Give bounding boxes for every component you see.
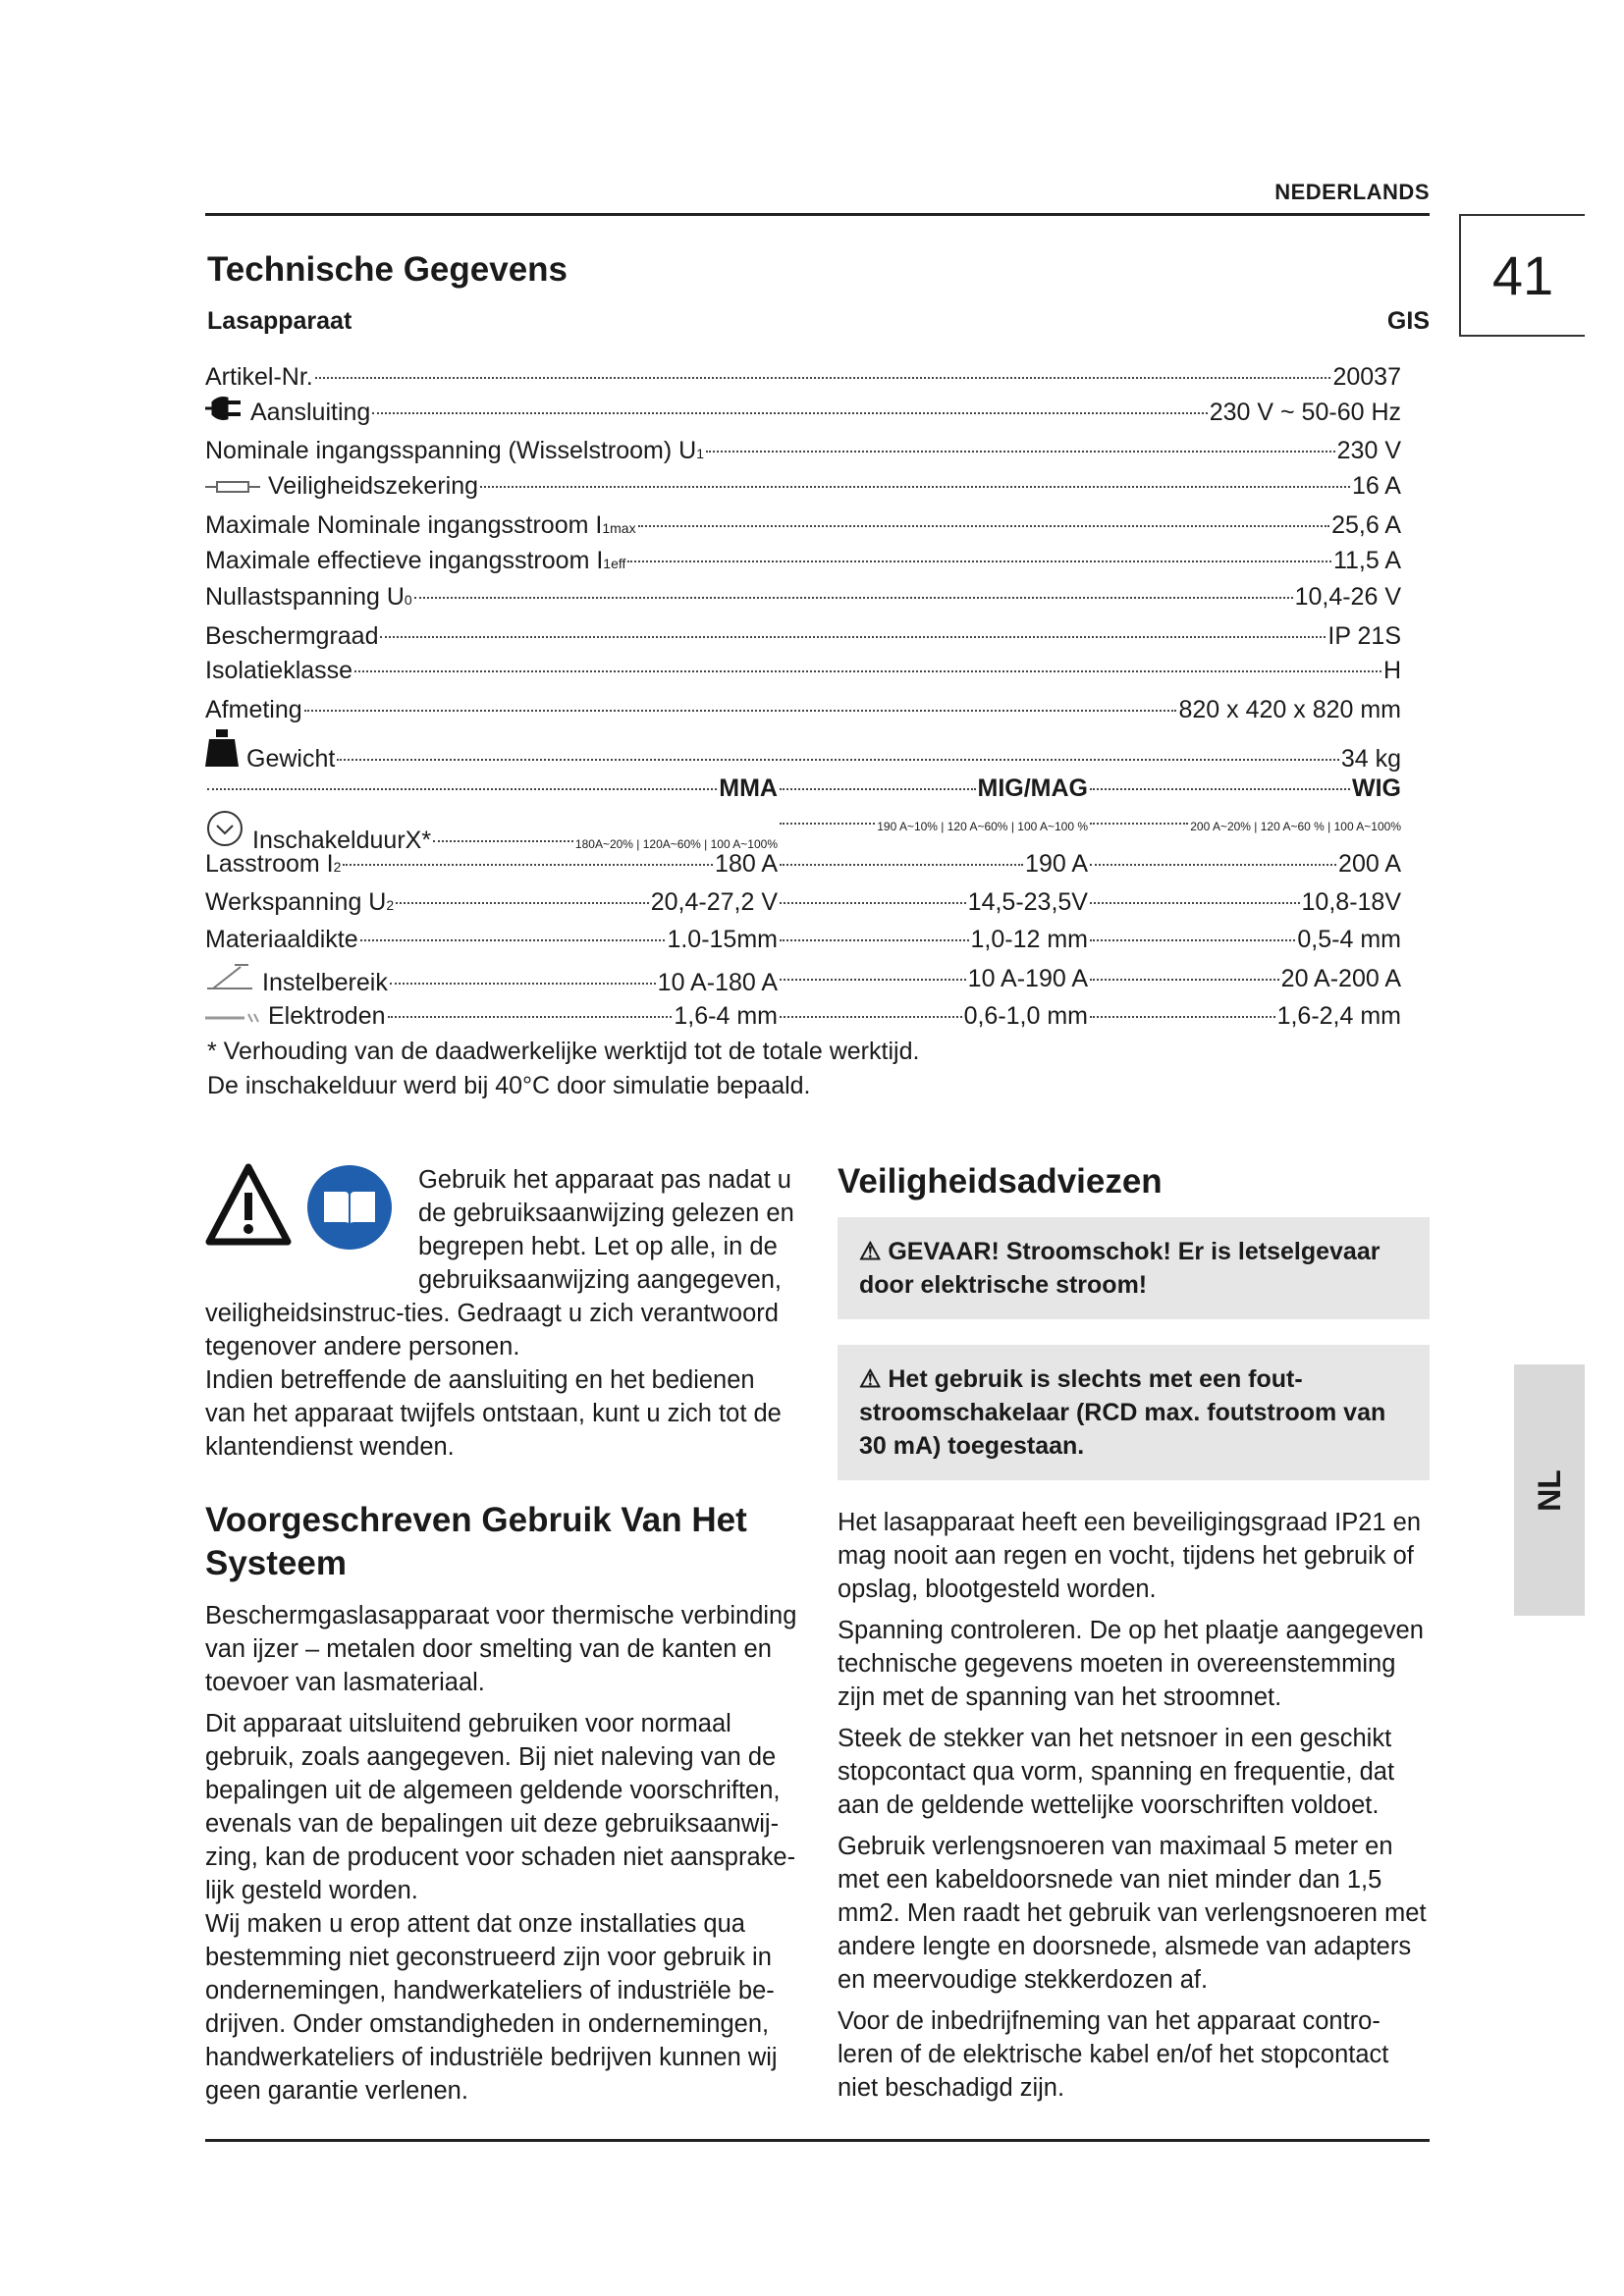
spec-value: H [1382, 657, 1401, 684]
spec-label: Maximale effectieve ingangsstroom I [205, 547, 604, 574]
spec-value: 16 A [1351, 472, 1401, 500]
spec-subscript: 1 [696, 446, 705, 461]
spec-label: InschakelduurX* [252, 827, 432, 854]
spec-row [205, 922, 1401, 957]
paragraph: Het lasapparaat heeft een beveiligingsgraad IP21 en mag nooit aan regen en vocht, tijdens het gebruik of opslag, blootgesteld worden. [838, 1509, 1422, 1603]
spec-value: 200 A~20% | 120 A~60 % | 100 A~100% [1190, 820, 1401, 833]
spec-row [205, 507, 1401, 543]
dot-leader [1090, 902, 1300, 904]
spec-row [205, 729, 1401, 773]
spec-value: 200 A [1338, 850, 1401, 878]
spec-row [205, 579, 1401, 614]
right-column [838, 1160, 1430, 2112]
mode-label: WIG [1352, 774, 1401, 802]
warning-triangle-icon [205, 1163, 292, 1246]
spec-label: Isolatieklasse [205, 657, 353, 684]
spec-value: 10,8-18V [1301, 888, 1401, 916]
paragraph: Wij maken u erop attent dat onze installaties qua bestemming niet geconstrueerd zijn voor gebruik in ondernemingen, handwerkateliers of industriële be-drijven. Onder omstandigheden in ondernemingen, handwerkateliers of industriële bedrijven kunnen wij geen garantie verlenen. [205, 1910, 778, 2105]
dot-leader [1090, 788, 1350, 790]
spec-value: 1,0-12 mm [970, 926, 1088, 953]
spec-row [205, 618, 1401, 654]
read-manual-icon [305, 1163, 394, 1252]
side-tab-label: NL [1531, 1468, 1567, 1512]
spec-value: 25,6 A [1331, 511, 1401, 539]
dot-leader [343, 864, 713, 866]
setting-range-icon [205, 961, 254, 1000]
section-heading: Voorgeschreven Gebruik Van Het Systeem [205, 1501, 747, 1582]
left-column [205, 1163, 797, 2115]
spec-value: 20,4-27,2 V [650, 888, 778, 916]
spec-value: 820 x 420 x 820 mm [1178, 696, 1401, 723]
dot-leader [780, 902, 966, 904]
dot-leader [315, 377, 1331, 379]
model-name: GIS [1386, 307, 1430, 335]
dot-leader [1090, 1016, 1275, 1018]
spec-row [205, 884, 1401, 920]
spec-subscript: 1max [602, 520, 636, 536]
dot-leader [1090, 823, 1188, 825]
dot-leader [706, 451, 1335, 453]
spec-label: Materiaaldikte [205, 926, 358, 953]
spec-label: Instelbereik [262, 969, 388, 996]
spec-subscript: 0 [404, 592, 412, 608]
spec-value: 0,5-4 mm [1297, 926, 1401, 953]
mode-header-row [205, 771, 1401, 806]
spec-value: 11,5 A [1332, 547, 1401, 574]
language-side-tab [1514, 1364, 1585, 1616]
mode-label: MIG/MAG [977, 774, 1088, 802]
plug-icon [205, 395, 243, 430]
dot-leader [433, 840, 573, 842]
weight-icon [205, 729, 239, 776]
dot-leader [780, 979, 966, 981]
spec-label: Beschermgraad [205, 622, 379, 650]
spec-row [205, 809, 1401, 854]
spec-row [205, 468, 1401, 504]
spec-value: 180A~20% | 120A~60% | 100 A~100% [574, 837, 778, 851]
dot-leader [360, 939, 666, 941]
language-label: NEDERLANDS [1274, 180, 1430, 204]
spec-label: Nominale ingangsspanning (Wisselstroom) U [205, 437, 697, 464]
spec-value: 230 V ~ 50-60 Hz [1209, 399, 1401, 426]
paragraph: Voor de inbedrijfneming van het apparaat contro-leren of de elektrische kabel en/of het stopcontact niet beschadigd zijn. [838, 2007, 1389, 2102]
warning-text: Het gebruik is slechts met een fout-stroomschakelaar (RCD max. foutstroom van 30 mA) toegestaan. [859, 1365, 1386, 1460]
dot-leader [390, 983, 656, 985]
mode-label: MMA [719, 774, 778, 802]
footnote: * Verhouding van de daadwerkelijke werktijd tot de totale werktijd. [207, 1038, 920, 1065]
page-number: 41 [1459, 214, 1585, 337]
spec-label: Lasstroom I [205, 850, 334, 878]
spec-row [205, 653, 1401, 688]
dot-leader [780, 1016, 962, 1018]
dot-leader [337, 759, 1339, 761]
spec-label: Nullastspanning U [205, 583, 405, 611]
spec-subscript: 2 [333, 859, 342, 875]
dot-leader [1090, 939, 1295, 941]
spec-label: Elektroden [268, 1002, 386, 1030]
spec-value: 190 A~10% | 120 A~60% | 100 A~100 % [877, 820, 1088, 833]
paragraph: Gebruik verlengsnoeren van maximaal 5 meter en met een kabeldoorsnede van niet minder dan 1,5 mm2. Men raadt het gebruik van verlengsnoeren met andere lengte en doorsnede, alsmede van adapters en meervoudige stekkerdozen af. [838, 1833, 1427, 1994]
dot-leader [638, 525, 1330, 527]
spec-value: 20037 [1332, 363, 1401, 391]
dot-leader [1090, 864, 1336, 866]
paragraph: Spanning controleren. De op het plaatje aangegeven technische gegevens moeten in overeenstemming zijn met de spanning van het stroomnet. [838, 1617, 1424, 1711]
intro-text-2: Indien betreffende de aansluiting en het bedienen van het apparaat twijfels ontstaan, kunt u zich tot de klantendienst wenden. [205, 1366, 782, 1461]
spec-row [205, 543, 1401, 578]
paragraph: Steek de stekker van het netsnoer in een geschikt stopcontact qua vorm, spanning en frequentie, dat aan de geldende wettelijke voorschriften voldoet. [838, 1725, 1395, 1819]
spec-label: Afmeting [205, 696, 302, 723]
dot-leader [780, 823, 875, 825]
dot-leader [304, 710, 1177, 712]
spec-value: 10 A-180 A [657, 969, 778, 996]
warning-icon: ⚠ [859, 1365, 889, 1393]
section-heading: Veiligheidsadviezen [838, 1162, 1163, 1201]
dot-leader [372, 412, 1207, 414]
spec-value: 1,6-2,4 mm [1276, 1002, 1401, 1030]
spec-label: Veiligheidszekering [268, 472, 479, 500]
section-subtitle: Lasapparaat [207, 307, 352, 335]
dot-leader [780, 939, 969, 941]
spec-value: 10 A-190 A [967, 965, 1088, 992]
spec-label: Artikel-Nr. [205, 363, 313, 391]
dot-leader [207, 788, 717, 790]
dot-leader [627, 561, 1331, 562]
warning-text: GEVAAR! Stroomschok! Er is letselgevaar door elektrische stroom! [859, 1238, 1380, 1299]
spec-value: IP 21S [1327, 622, 1401, 650]
warning-icon: ⚠ [859, 1238, 889, 1265]
spec-value: 1.0-15mm [667, 926, 778, 953]
spec-value: 14,5-23,5V [967, 888, 1088, 916]
intro-text: Gebruik het apparaat pas nadat u de gebruiksaanwijzing gelezen en begrepen hebt. Let op alle, in de gebruiksaanwijzing aangegeven, veiligheidsinstruc-ties. Gedraagt u zich verantwoord tegenover andere personen. [205, 1166, 794, 1361]
page-title: Technische Gegevens [207, 250, 568, 289]
footnote: De inschakelduur werd bij 40°C door simulatie bepaald. [207, 1072, 811, 1099]
spec-value: 10,4-26 V [1294, 583, 1401, 611]
dot-leader [396, 902, 649, 904]
spec-row [205, 846, 1401, 881]
spec-value: 0,6-1,0 mm [963, 1002, 1088, 1030]
dot-leader [780, 788, 976, 790]
dot-leader [380, 636, 1326, 638]
spec-subscript: 1eff [603, 556, 626, 571]
paragraph: Beschermgaslasapparaat voor thermische verbinding van ijzer – metalen door smelting van de kanten en toevoer van lasmateriaal. [205, 1602, 797, 1696]
dot-leader [480, 486, 1350, 488]
spec-value: 34 kg [1340, 745, 1401, 773]
spec-label: Werkspanning U [205, 888, 387, 916]
dot-leader [1090, 979, 1279, 981]
fuse-icon [205, 468, 260, 504]
top-rule [205, 213, 1430, 216]
spec-label: Gewicht [246, 745, 336, 773]
spec-row [205, 395, 1401, 430]
dot-leader [388, 1016, 673, 1018]
bottom-rule [205, 2139, 1430, 2142]
spec-value: 20 A-200 A [1280, 965, 1401, 992]
spec-row [205, 433, 1401, 468]
spec-row [205, 998, 1401, 1034]
dot-leader [414, 597, 1293, 599]
warning-box [838, 1345, 1430, 1480]
spec-value: 190 A [1025, 850, 1088, 878]
dot-leader [780, 864, 1023, 866]
spec-value: 180 A [715, 850, 778, 878]
dot-leader [354, 670, 1381, 672]
spec-value: 1,6-4 mm [674, 1002, 778, 1030]
spec-subscript: 2 [386, 897, 395, 913]
warning-box [838, 1217, 1430, 1319]
spec-label: Aansluiting [250, 399, 371, 426]
spec-value: 230 V [1336, 437, 1401, 464]
electrode-icon [205, 998, 260, 1034]
spec-row [205, 359, 1401, 395]
spec-row [205, 961, 1401, 996]
spec-label: Maximale Nominale ingangsstroom I [205, 511, 603, 539]
spec-row [205, 692, 1401, 727]
paragraph: Dit apparaat uitsluitend gebruiken voor normaal gebruik, zoals aangegeven. Bij niet naleving van de bepalingen uit de algemeen geldende voorschriften, evenals van de bepalingen uit deze gebruiksaanwij-zing, kan de producent voor schaden niet aansprake-lijk gesteld worden. [205, 1710, 796, 1904]
